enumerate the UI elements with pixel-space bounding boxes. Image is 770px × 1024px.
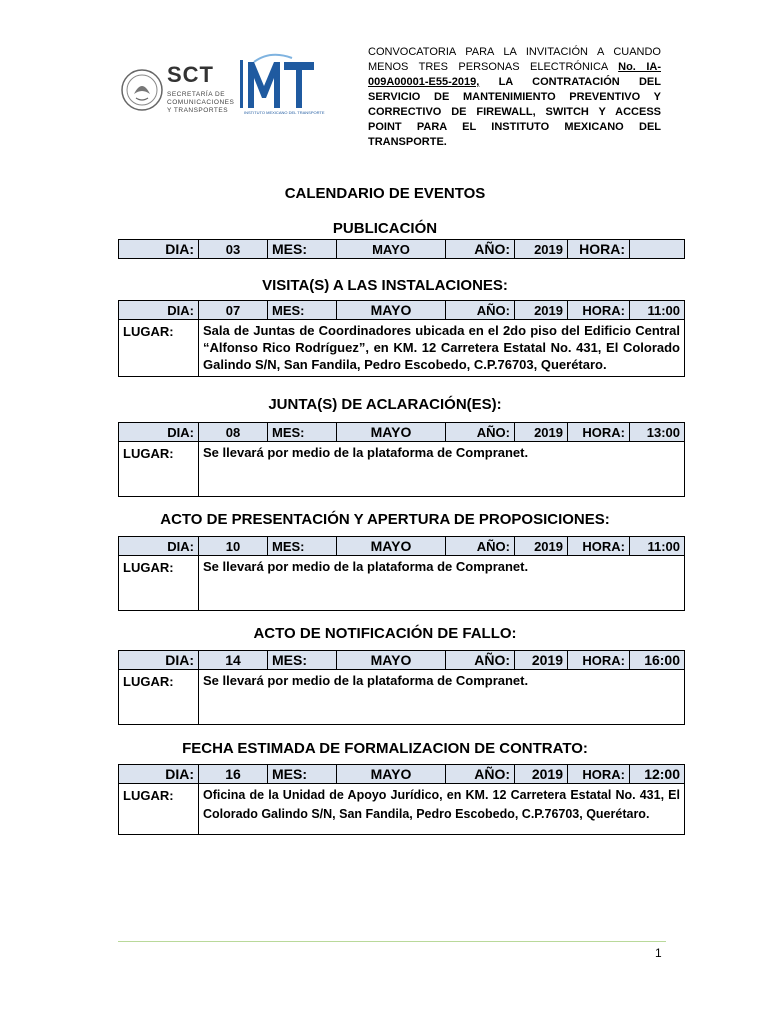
event-table-publicacion: [118, 239, 685, 259]
imt-subtitle: INSTITUTO MEXICANO DEL TRANSPORTE: [244, 110, 325, 115]
event-date-row: DIA: 07 MES: MAYO AÑO: 2019 HORA: 11:00: [119, 301, 685, 320]
convocatoria-number: No. IA-009A00001-E55-2019,: [368, 61, 661, 88]
event-place-row: LUGAR: Se llevará por medio de la plataforma de Compranet.: [119, 670, 685, 725]
event-place-row: LUGAR: Se llevará por medio de la plataforma de Compranet.: [119, 442, 685, 497]
event-date-row: DIA: 03 MES: MAYO AÑO: 2019 HORA:: [119, 240, 685, 259]
section-title-visita: VISITA(S) A LAS INSTALACIONES:: [262, 277, 508, 294]
event-place-row: LUGAR: Oficina de la Unidad de Apoyo Jurídico, en KM. 12 Carretera Estatal No. 431, El Colorado Galindo S/N, San Fandila, Pedro Escobedo, C.P.76703, Querétaro.: [119, 784, 685, 835]
sct-subtitle: SECRETARÍA DE COMUNICACIONES Y TRANSPORTES: [167, 91, 235, 114]
section-title-apertura: ACTO DE PRESENTACIÓN Y APERTURA DE PROPOSICIONES:: [160, 511, 610, 528]
event-place: Se llevará por medio de la plataforma de Compranet.: [199, 442, 685, 497]
event-place-row: LUGAR: Se llevará por medio de la plataforma de Compranet.: [119, 556, 685, 611]
convocatoria-header: CONVOCATORIA PARA LA INVITACIÓN A CUANDO MENOS TRES PERSONAS ELECTRÓNICA No. IA-009A00001-E55-2019, LA CONTRATACIÓN DEL SERVICIO DE MANTENIMIENTO PREVENTIVO Y CORRECTIVO DE FIREWALL, SWITCH Y ACCESS POINT PARA EL INSTITUTO MEXICANO DEL TRANSPORTE.: [368, 46, 661, 148]
footer-divider: [118, 941, 666, 942]
event-place: Oficina de la Unidad de Apoyo Jurídico, en KM. 12 Carretera Estatal No. 431, El Colorado Galindo S/N, San Fandila, Pedro Escobedo, C.P.76703, Querétaro.: [199, 784, 685, 835]
event-date-row: DIA: 10 MES: MAYO AÑO: 2019 HORA: 11:00: [119, 537, 685, 556]
sct-logo: [120, 60, 235, 120]
imt-logo: [240, 52, 325, 120]
section-title-contrato: FECHA ESTIMADA DE FORMALIZACION DE CONTRATO:: [182, 740, 588, 757]
event-date-row: DIA: 14 MES: MAYO AÑO: 2019 HORA: 16:00: [119, 651, 685, 670]
event-table-contrato: [118, 764, 685, 835]
event-date-row: DIA: 16 MES: MAYO AÑO: 2019 HORA: 12:00: [119, 765, 685, 784]
sct-wordmark: SCT: [167, 62, 214, 87]
section-title-fallo: ACTO DE NOTIFICACIÓN DE FALLO:: [253, 625, 517, 642]
event-date-row: DIA: 08 MES: MAYO AÑO: 2019 HORA: 13:00: [119, 423, 685, 442]
page-number: 1: [655, 946, 662, 960]
event-place: Se llevará por medio de la plataforma de Compranet.: [199, 670, 685, 725]
section-title-publicacion: PUBLICACIÓN: [332, 220, 438, 237]
page-title: CALENDARIO DE EVENTOS: [284, 185, 486, 202]
event-table-apertura: [118, 536, 685, 611]
coat-of-arms-icon: [120, 60, 164, 120]
event-place: Se llevará por medio de la plataforma de Compranet.: [199, 556, 685, 611]
event-place-row: LUGAR: Sala de Juntas de Coordinadores ubicada en el 2do piso del Edificio Central “Alfonso Rico Rodríguez”, en KM. 12 Carretera Estatal No. 431, El Colorado Galindo S/N, San Fandila, Pedro Escobedo, C.P.76703, Querétaro.: [119, 320, 685, 377]
event-place: Sala de Juntas de Coordinadores ubicada en el 2do piso del Edificio Central “Alfonso Rico Rodríguez”, en KM. 12 Carretera Estatal No. 431, El Colorado Galindo S/N, San Fandila, Pedro Escobedo, C.P.76703, Querétaro.: [199, 320, 685, 377]
event-table-fallo: [118, 650, 685, 725]
section-title-junta: JUNTA(S) DE ACLARACIÓN(ES):: [268, 396, 502, 413]
event-table-junta: [118, 422, 685, 497]
event-table-visita: [118, 300, 685, 377]
